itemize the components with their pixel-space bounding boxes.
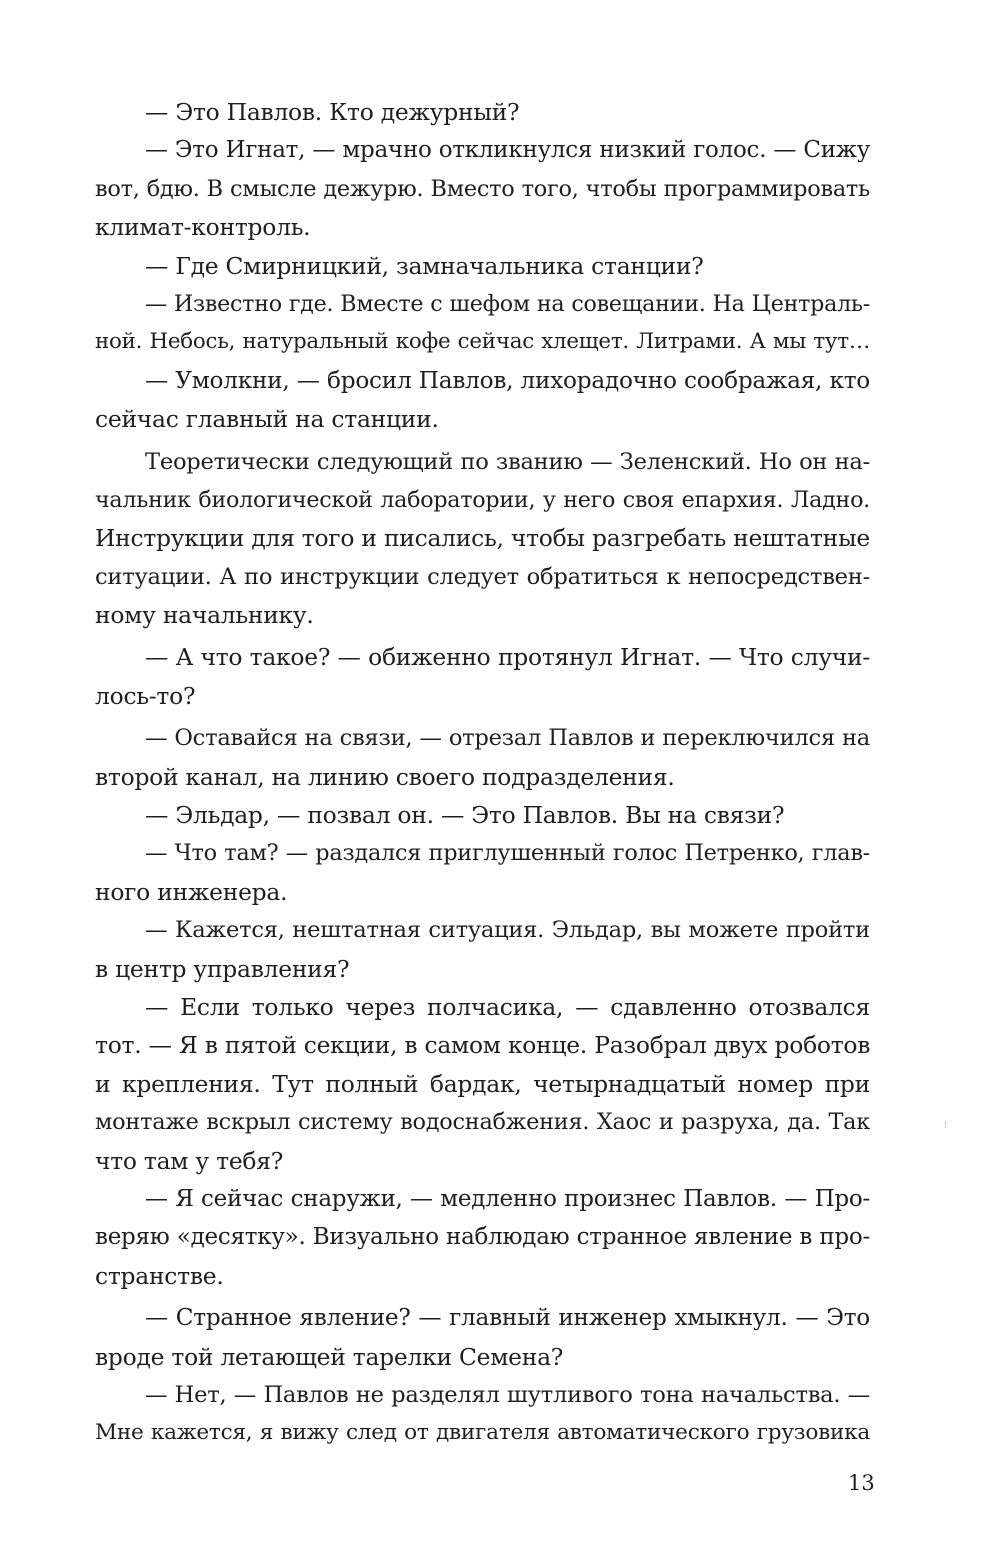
text-line: ного инженера. bbox=[95, 877, 288, 906]
text-line: ной. Небось, натуральный кофе сейчас хлещет. Литрами. А мы тут… bbox=[95, 329, 870, 355]
text-line: — Это Павлов. Кто дежурный? bbox=[145, 98, 520, 126]
text-line: — Странное явление? — главный инженер хмыкнул. — Это bbox=[145, 1304, 870, 1332]
text-line: — А что такое? — обиженно протянул Игнат. — Что случи- bbox=[145, 643, 870, 672]
text-line: — Это Игнат, — мрачно откликнулся низкий голос. — Сижу bbox=[145, 137, 870, 164]
page-number: 13 bbox=[848, 1471, 875, 1495]
text-line: — Кажется, нештатная ситуация. Эльдар, вы можете пройти bbox=[145, 917, 870, 944]
text-line: — Что там? — раздался приглушенный голос Петренко, глав- bbox=[145, 840, 870, 867]
text-line: климат-контроль. bbox=[95, 213, 311, 242]
text-line: веряю «десятку». Визуально наблюдаю странное явление в про- bbox=[95, 1224, 870, 1251]
text-line: вроде той летающей тарелки Семена? bbox=[95, 1342, 564, 1371]
text-line: чальник биологической лаборатории, у него своя епархия. Ладно. bbox=[95, 486, 870, 513]
text-line: вот, бдю. В смысле дежурю. Вместо того, чтобы программировать bbox=[95, 175, 870, 202]
book-page-text bbox=[95, 93, 870, 1453]
text-line: монтаже вскрыл систему водоснабжения. Хаос и разруха, да. Так bbox=[95, 1109, 870, 1136]
text-line: — Где Смирницкий, замначальника станции? bbox=[145, 251, 704, 280]
text-line: второй канал, на линию своего подразделения. bbox=[95, 762, 675, 791]
paper-speck bbox=[945, 1121, 946, 1128]
text-line: — Я сейчас снаружи, — медленно произнес Павлов. — Про- bbox=[145, 1185, 870, 1212]
text-line: сейчас главный на станции. bbox=[95, 405, 439, 434]
text-line: что там у тебя? bbox=[95, 1146, 284, 1175]
text-line: — Если только через полчасика, — сдавленно отозвался bbox=[145, 992, 870, 1021]
text-line: лось-то? bbox=[95, 681, 196, 710]
text-line: Инструкции для того и писались, чтобы разгребать нештатные bbox=[95, 524, 870, 553]
text-line: в центр управления? bbox=[95, 954, 350, 983]
text-line: — Известно где. Вместе с шефом на совещании. На Централь- bbox=[145, 290, 870, 317]
text-line: Теоретически следующий по званию — Зеленский. Но он на- bbox=[145, 448, 870, 475]
text-line: тот. — Я в пятой секции, в самом конце. Разобрал двух роботов bbox=[95, 1031, 871, 1060]
text-line: Мне кажется, я вижу след от двигателя автоматического грузовика bbox=[95, 1420, 870, 1446]
text-line: — Нет, — Павлов не разделял шутливого тона начальства. — bbox=[145, 1381, 870, 1408]
text-line: — Оставайся на связи, — отрезал Павлов и переключился на bbox=[145, 725, 870, 752]
text-line: — Умолкни, — бросил Павлов, лихорадочно соображая, кто bbox=[145, 366, 870, 394]
text-line: ному начальнику. bbox=[95, 601, 314, 630]
text-line: странстве. bbox=[95, 1261, 224, 1290]
text-line: и крепления. Тут полный бардак, четырнадцатый номер при bbox=[95, 1069, 870, 1098]
text-line: ситуации. А по инструкции следует обратиться к непосредствен- bbox=[95, 563, 870, 590]
text-line: — Эльдар, — позвал он. — Это Павлов. Вы на связи? bbox=[145, 801, 785, 830]
